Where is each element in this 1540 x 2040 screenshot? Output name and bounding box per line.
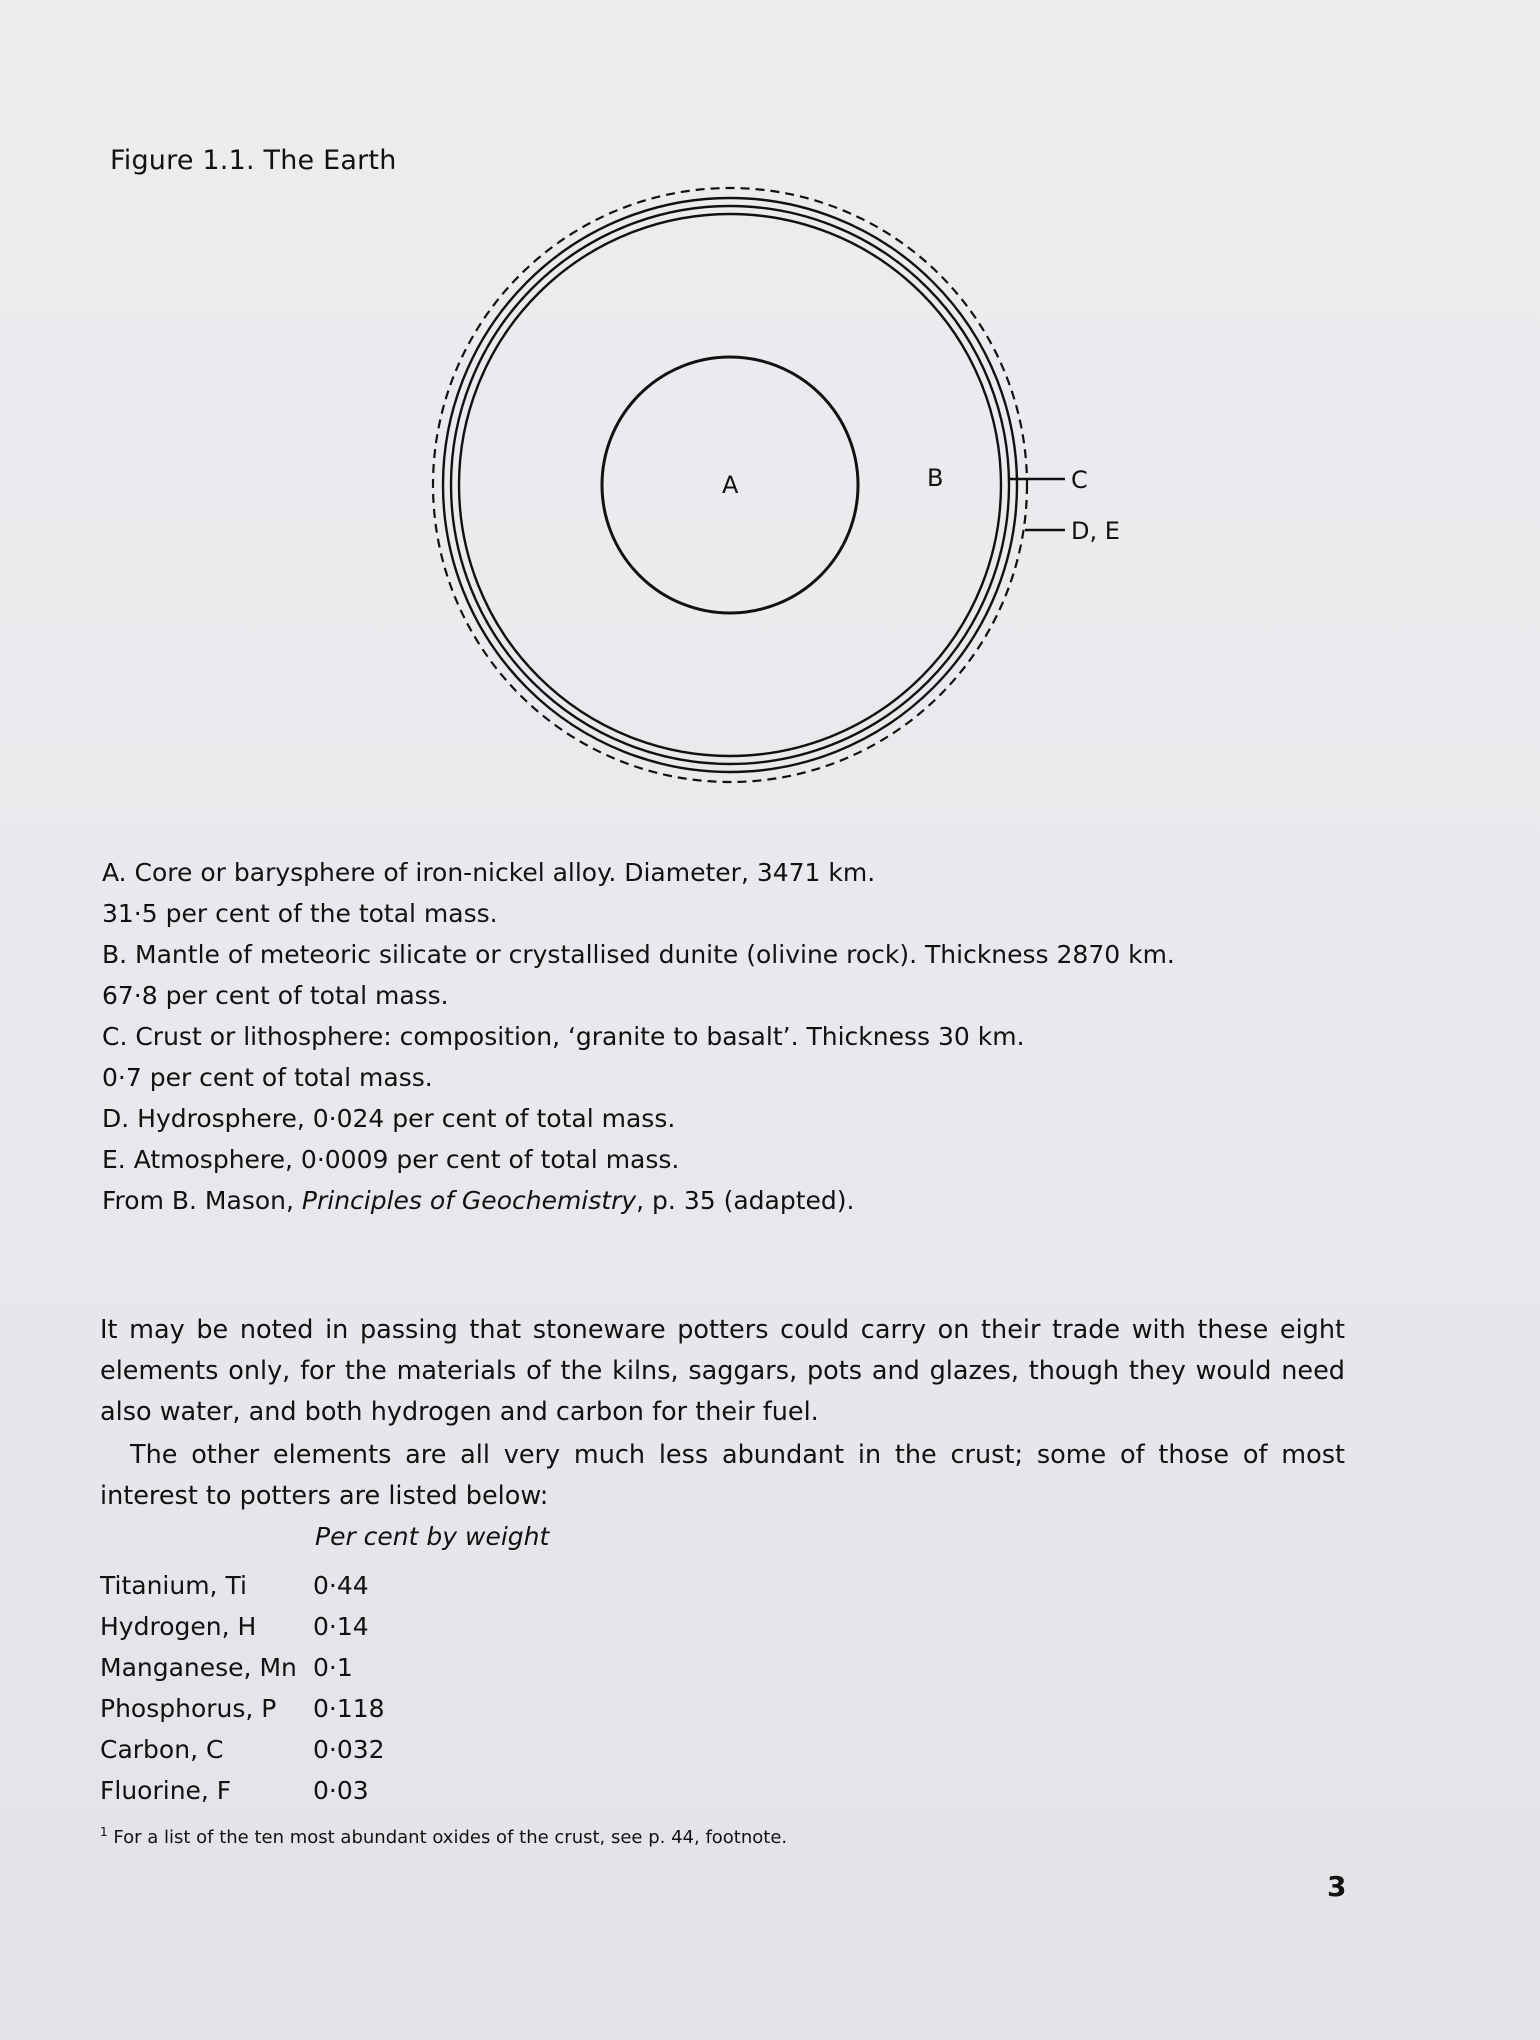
label-c: C — [1071, 466, 1088, 494]
legend-line: D. Hydrosphere, 0·024 per cent of total mass. — [102, 1104, 676, 1133]
legend-line: A. Core or barysphere of iron-nickel alloy. Diameter, 3471 km. — [102, 858, 876, 887]
element-name: Hydrogen, H — [100, 1612, 257, 1641]
source-prefix: From B. Mason, — [102, 1186, 302, 1215]
element-value: 0·44 — [313, 1571, 369, 1600]
element-name: Fluorine, F — [100, 1776, 232, 1805]
legend-line: 67·8 per cent of total mass. — [102, 981, 449, 1010]
source-title: Principles of Geochemistry — [301, 1186, 637, 1215]
element-value: 0·1 — [313, 1653, 353, 1682]
source-suffix: , p. 35 (adapted). — [636, 1186, 855, 1215]
element-value: 0·03 — [313, 1776, 369, 1805]
legend-line: E. Atmosphere, 0·0009 per cent of total mass. — [102, 1145, 680, 1174]
earth-diagram — [400, 170, 1120, 810]
body-paragraph: The other elements are all very much less abundant in the crust; some of those of most interest to potters are listed below: — [100, 1440, 1345, 1511]
figure-title: Figure 1.1. The Earth — [110, 145, 397, 176]
footnote-text: For a list of the ten most abundant oxides of the crust, see p. 44, footnote. — [113, 1827, 788, 1848]
element-name: Manganese, Mn — [100, 1653, 297, 1682]
table-header: Per cent by weight — [315, 1522, 550, 1551]
legend-line: C. Crust or lithosphere: composition, ‘granite to basalt’. Thickness 30 km. — [102, 1022, 1025, 1051]
element-name: Phosphorus, P — [100, 1694, 277, 1723]
source-citation — [102, 1180, 1402, 1221]
figure-legend — [102, 852, 1402, 1221]
element-name: Carbon, C — [100, 1735, 224, 1764]
footnote-marker: 1 — [100, 1825, 108, 1839]
body-paragraph: It may be noted in passing that stoneware potters could carry on their trade with these eight elements only, for the materials of the kilns, saggars, pots and glazes, though they would need also water, and both hydrogen and carbon for their fuel. — [100, 1315, 1345, 1427]
label-a: A — [722, 471, 739, 499]
legend-line: B. Mantle of meteoric silicate or crystallised dunite (olivine rock). Thickness 2870 km. — [102, 940, 1175, 969]
footnote — [100, 1825, 787, 1848]
label-de: D, E — [1071, 517, 1120, 545]
element-name: Titanium, Ti — [100, 1571, 247, 1600]
label-b: B — [927, 464, 944, 492]
element-value: 0·14 — [313, 1612, 369, 1641]
legend-line: 31·5 per cent of the total mass. — [102, 899, 498, 928]
element-value: 0·118 — [313, 1694, 385, 1723]
element-value: 0·032 — [313, 1735, 385, 1764]
legend-line: 0·7 per cent of total mass. — [102, 1063, 433, 1092]
page-number: 3 — [1327, 1870, 1347, 1903]
